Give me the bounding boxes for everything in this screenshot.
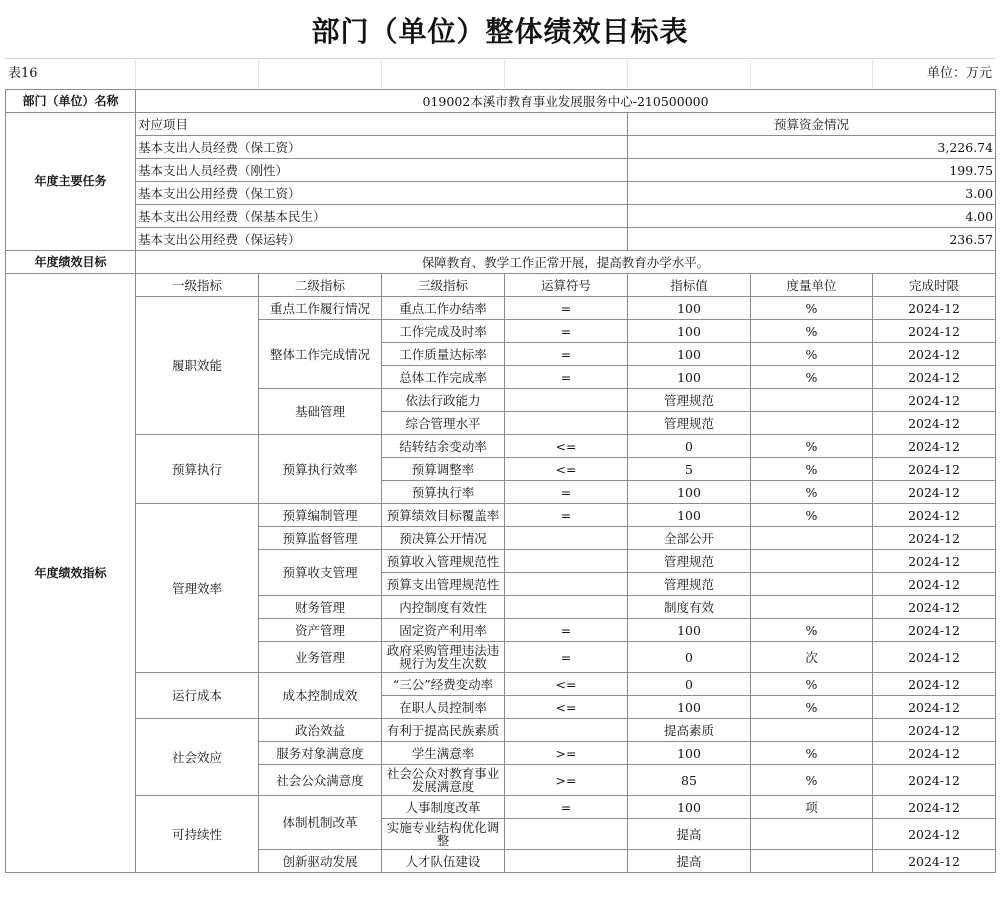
indicator-header-unit: 度量单位 <box>751 274 873 297</box>
indicator-level1: 管理效率 <box>136 504 259 673</box>
indicator-level3: 社会公众对教育事业发展满意度 <box>382 765 505 796</box>
indicator-unit <box>751 573 873 596</box>
indicator-header-operator: 运算符号 <box>505 274 628 297</box>
task-row <box>6 182 996 205</box>
indicator-operator: <= <box>505 696 628 719</box>
indicator-deadline: 2024-12 <box>873 573 996 596</box>
task-amount: 236.57 <box>628 228 996 251</box>
header-grid-line <box>135 58 136 88</box>
indicator-unit: % <box>751 742 873 765</box>
indicator-level2: 业务管理 <box>259 642 382 673</box>
indicator-deadline: 2024-12 <box>873 742 996 765</box>
indicator-unit: % <box>751 297 873 320</box>
indicator-level2: 资产管理 <box>259 619 382 642</box>
indicator-deadline: 2024-12 <box>873 297 996 320</box>
task-amount: 3,226.74 <box>628 136 996 159</box>
indicator-value: 提高 <box>628 850 751 873</box>
header-grid-line <box>504 58 505 88</box>
indicator-unit: % <box>751 765 873 796</box>
indicator-level3: 综合管理水平 <box>382 412 505 435</box>
indicator-operator: = <box>505 297 628 320</box>
indicator-level2: 财务管理 <box>259 596 382 619</box>
indicator-deadline: 2024-12 <box>873 819 996 850</box>
indicator-level2: 政治效益 <box>259 719 382 742</box>
indicator-level2: 服务对象满意度 <box>259 742 382 765</box>
indicator-level3: 预算绩效目标覆盖率 <box>382 504 505 527</box>
indicator-deadline: 2024-12 <box>873 550 996 573</box>
indicator-level1: 预算执行 <box>136 435 259 504</box>
indicator-operator <box>505 819 628 850</box>
indicators-label: 年度绩效指标 <box>6 274 136 873</box>
indicator-level3: 固定资产利用率 <box>382 619 505 642</box>
task-project: 基本支出人员经费（保工资） <box>136 136 628 159</box>
indicator-deadline: 2024-12 <box>873 719 996 742</box>
indicator-deadline: 2024-12 <box>873 389 996 412</box>
indicator-operator <box>505 527 628 550</box>
indicator-header-level1: 一级指标 <box>136 274 259 297</box>
header-grid-line <box>750 58 751 88</box>
indicator-unit: % <box>751 458 873 481</box>
indicator-unit <box>751 527 873 550</box>
dept-name-label: 部门（单位）名称 <box>6 90 136 113</box>
indicator-level2: 整体工作完成情况 <box>259 320 382 389</box>
indicator-level3: 结转结余变动率 <box>382 435 505 458</box>
dept-name-value: 019002本溪市教育事业发展服务中心-210500000 <box>136 90 996 113</box>
indicator-level1: 运行成本 <box>136 673 259 719</box>
indicator-deadline: 2024-12 <box>873 343 996 366</box>
indicator-level3: “三公”经费变动率 <box>382 673 505 696</box>
indicator-level2: 预算收支管理 <box>259 550 382 596</box>
indicator-level2: 预算执行效率 <box>259 435 382 504</box>
indicator-deadline: 2024-12 <box>873 796 996 819</box>
indicator-unit: % <box>751 696 873 719</box>
indicator-row <box>6 435 996 458</box>
indicator-operator <box>505 550 628 573</box>
header-grid-line <box>872 58 873 88</box>
indicator-level3: 人才队伍建设 <box>382 850 505 873</box>
indicator-operator: = <box>505 320 628 343</box>
task-project: 基本支出公用经费（保工资） <box>136 182 628 205</box>
indicator-operator <box>505 573 628 596</box>
indicator-level3: 政府采购管理违法违规行为发生次数 <box>382 642 505 673</box>
indicator-value: 85 <box>628 765 751 796</box>
indicator-deadline: 2024-12 <box>873 850 996 873</box>
indicator-header-level2: 二级指标 <box>259 274 382 297</box>
indicator-deadline: 2024-12 <box>873 642 996 673</box>
header-grid-line <box>258 58 259 88</box>
indicator-value: 100 <box>628 320 751 343</box>
indicator-value: 全部公开 <box>628 527 751 550</box>
task-row <box>6 228 996 251</box>
page-title: 部门（单位）整体绩效目标表 <box>311 15 689 48</box>
indicator-unit: % <box>751 435 873 458</box>
indicator-deadline: 2024-12 <box>873 765 996 796</box>
indicator-level2: 创新驱动发展 <box>259 850 382 873</box>
task-project: 基本支出公用经费（保基本民生） <box>136 205 628 228</box>
indicator-unit: 次 <box>751 642 873 673</box>
indicator-unit <box>751 596 873 619</box>
indicator-level1: 履职效能 <box>136 297 259 435</box>
indicator-header-deadline: 完成时限 <box>873 274 996 297</box>
indicator-level2: 重点工作履行情况 <box>259 297 382 320</box>
indicator-level2: 预算编制管理 <box>259 504 382 527</box>
indicator-value: 100 <box>628 343 751 366</box>
indicator-deadline: 2024-12 <box>873 696 996 719</box>
indicator-row <box>6 673 996 696</box>
task-project: 基本支出人员经费（刚性） <box>136 159 628 182</box>
indicator-row <box>6 719 996 742</box>
indicator-unit <box>751 819 873 850</box>
indicator-value: 0 <box>628 673 751 696</box>
indicator-value: 100 <box>628 366 751 389</box>
indicator-value: 管理规范 <box>628 573 751 596</box>
indicator-level3: 实施专业结构优化调整 <box>382 819 505 850</box>
task-project: 基本支出公用经费（保运转） <box>136 228 628 251</box>
indicator-header-level3: 三级指标 <box>382 274 505 297</box>
header-grid-line <box>381 58 382 88</box>
indicator-unit: % <box>751 366 873 389</box>
indicator-operator <box>505 850 628 873</box>
task-amount: 4.00 <box>628 205 996 228</box>
indicator-value: 100 <box>628 796 751 819</box>
indicator-level3: 学生满意率 <box>382 742 505 765</box>
indicator-deadline: 2024-12 <box>873 412 996 435</box>
indicator-level3: 工作质量达标率 <box>382 343 505 366</box>
indicator-level3: 内控制度有效性 <box>382 596 505 619</box>
indicator-deadline: 2024-12 <box>873 435 996 458</box>
indicator-row <box>6 297 996 320</box>
indicator-deadline: 2024-12 <box>873 504 996 527</box>
task-row <box>6 136 996 159</box>
indicator-operator: = <box>505 504 628 527</box>
indicator-deadline: 2024-12 <box>873 481 996 504</box>
indicator-level3: 依法行政能力 <box>382 389 505 412</box>
indicator-value: 0 <box>628 642 751 673</box>
indicator-level3: 预算调整率 <box>382 458 505 481</box>
indicator-operator: <= <box>505 673 628 696</box>
indicator-value: 提高素质 <box>628 719 751 742</box>
indicator-deadline: 2024-12 <box>873 458 996 481</box>
indicator-level2: 预算监督管理 <box>259 527 382 550</box>
indicator-header-value: 指标值 <box>628 274 751 297</box>
indicator-value: 100 <box>628 504 751 527</box>
indicator-level3: 预算支出管理规范性 <box>382 573 505 596</box>
indicator-level3: 总体工作完成率 <box>382 366 505 389</box>
indicator-deadline: 2024-12 <box>873 619 996 642</box>
indicator-operator <box>505 596 628 619</box>
indicator-unit: % <box>751 673 873 696</box>
indicator-deadline: 2024-12 <box>873 673 996 696</box>
task-row <box>6 159 996 182</box>
indicator-unit <box>751 850 873 873</box>
indicator-operator: = <box>505 796 628 819</box>
indicator-value: 管理规范 <box>628 550 751 573</box>
indicator-deadline: 2024-12 <box>873 320 996 343</box>
indicator-level3: 人事制度改革 <box>382 796 505 819</box>
indicator-value: 100 <box>628 619 751 642</box>
indicator-unit <box>751 389 873 412</box>
indicator-row <box>6 796 996 819</box>
indicator-value: 管理规范 <box>628 412 751 435</box>
indicator-operator: >= <box>505 765 628 796</box>
indicator-level3: 预算收入管理规范性 <box>382 550 505 573</box>
task-amount: 199.75 <box>628 159 996 182</box>
indicator-level3: 在职人员控制率 <box>382 696 505 719</box>
annual-goal-label: 年度绩效目标 <box>6 251 136 274</box>
indicator-level2: 成本控制成效 <box>259 673 382 719</box>
indicator-level2: 基础管理 <box>259 389 382 435</box>
header-row-divider <box>5 58 995 89</box>
indicator-unit <box>751 719 873 742</box>
budget-column-header: 预算资金情况 <box>628 113 996 136</box>
indicator-unit: % <box>751 481 873 504</box>
indicator-level3: 工作完成及时率 <box>382 320 505 343</box>
indicator-unit: % <box>751 504 873 527</box>
indicator-deadline: 2024-12 <box>873 596 996 619</box>
unit-label: 单位：万元 <box>926 66 992 81</box>
indicator-value: 100 <box>628 742 751 765</box>
indicator-deadline: 2024-12 <box>873 366 996 389</box>
indicator-unit <box>751 412 873 435</box>
indicator-row <box>6 504 996 527</box>
indicator-level1: 社会效应 <box>136 719 259 796</box>
indicator-operator: >= <box>505 742 628 765</box>
indicator-unit: % <box>751 320 873 343</box>
indicator-value: 100 <box>628 696 751 719</box>
project-column-header: 对应项目 <box>136 113 628 136</box>
header-grid-line <box>627 58 628 88</box>
indicator-operator: <= <box>505 458 628 481</box>
indicator-unit: % <box>751 619 873 642</box>
indicator-value: 0 <box>628 435 751 458</box>
indicator-level3: 重点工作办结率 <box>382 297 505 320</box>
indicator-value: 制度有效 <box>628 596 751 619</box>
indicator-value: 提高 <box>628 819 751 850</box>
indicator-level3: 预决算公开情况 <box>382 527 505 550</box>
indicator-operator <box>505 719 628 742</box>
annual-goal-value: 保障教育、教学工作正常开展，提高教育办学水平。 <box>136 251 996 274</box>
table-number: 表16 <box>8 66 38 81</box>
indicator-value: 5 <box>628 458 751 481</box>
indicator-unit: % <box>751 343 873 366</box>
indicator-level3: 有利于提高民族素质 <box>382 719 505 742</box>
task-row <box>6 205 996 228</box>
indicator-unit: 项 <box>751 796 873 819</box>
indicator-operator <box>505 412 628 435</box>
indicator-operator <box>505 389 628 412</box>
annual-tasks-label: 年度主要任务 <box>6 113 136 251</box>
indicator-value: 100 <box>628 297 751 320</box>
indicator-operator: = <box>505 642 628 673</box>
indicator-deadline: 2024-12 <box>873 527 996 550</box>
indicator-level1: 可持续性 <box>136 796 259 873</box>
indicator-level2: 体制机制改革 <box>259 796 382 850</box>
performance-table <box>5 89 996 873</box>
indicator-value: 100 <box>628 481 751 504</box>
indicator-operator: = <box>505 481 628 504</box>
task-amount: 3.00 <box>628 182 996 205</box>
indicator-unit <box>751 550 873 573</box>
indicator-level2: 社会公众满意度 <box>259 765 382 796</box>
indicator-operator: = <box>505 343 628 366</box>
indicator-level3: 预算执行率 <box>382 481 505 504</box>
indicator-operator: = <box>505 619 628 642</box>
indicator-operator: <= <box>505 435 628 458</box>
indicator-value: 管理规范 <box>628 389 751 412</box>
indicator-operator: = <box>505 366 628 389</box>
